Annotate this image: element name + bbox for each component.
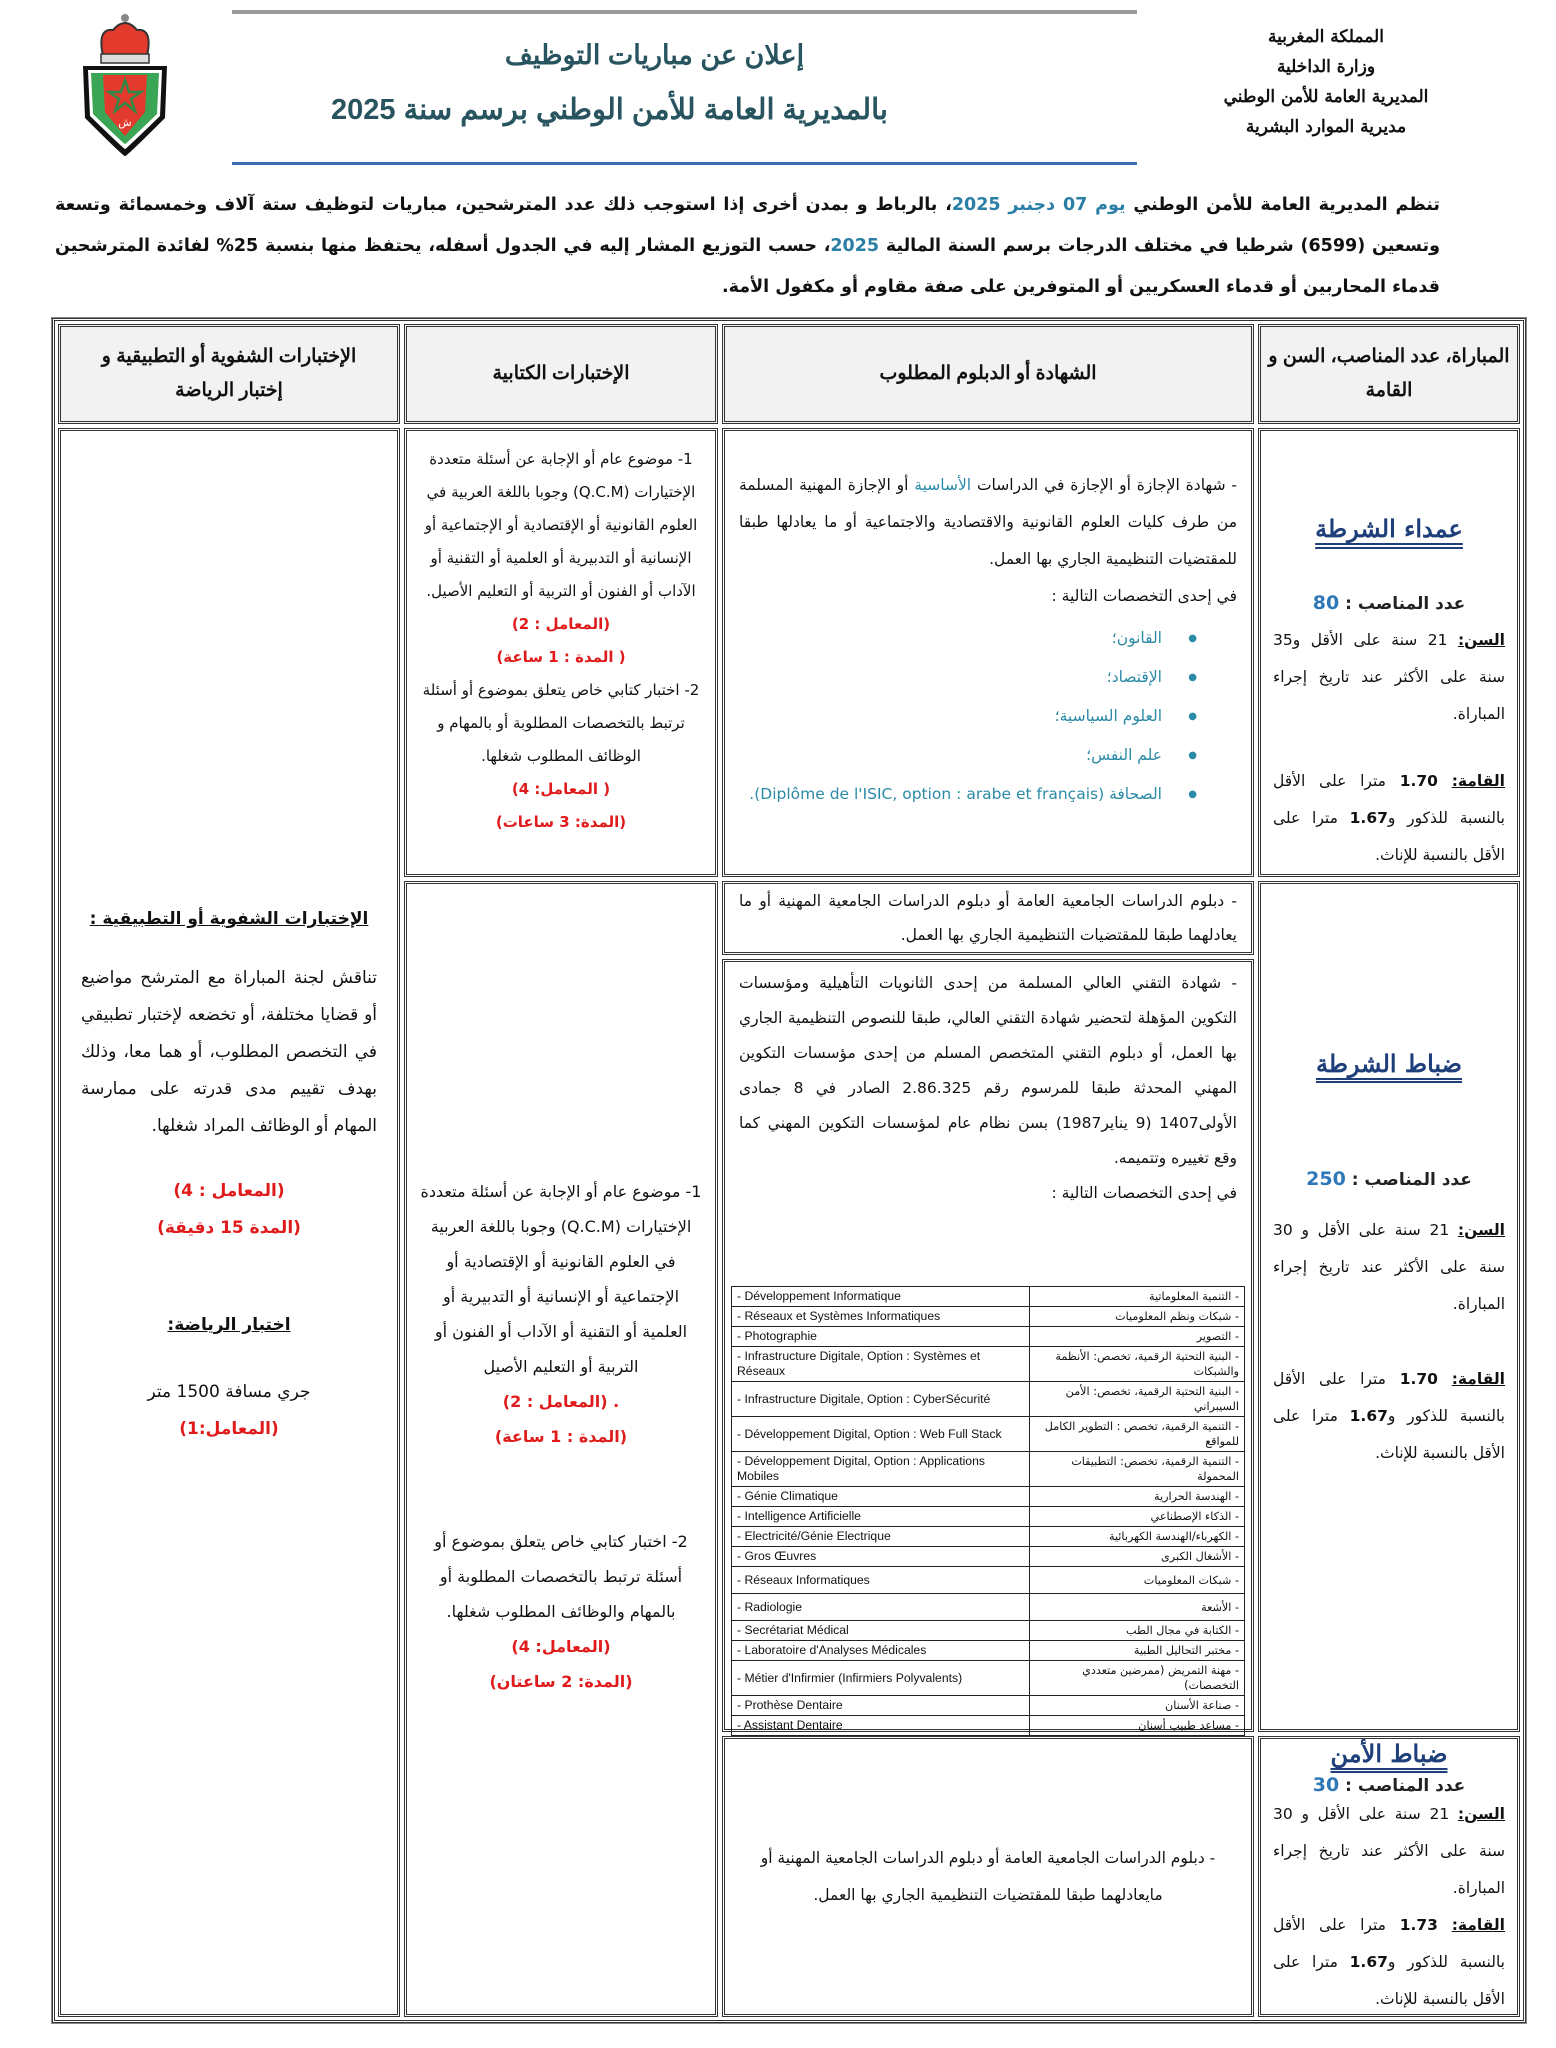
coefficient-2: (المعامل: 4)	[511, 1637, 611, 1656]
specialties-table	[731, 1286, 1245, 1756]
specialty-french: - Développement Digital, Option : Web Full Stack	[732, 1417, 1030, 1452]
diploma-post: أو الإجازة المهنية المسلمة من طرف كليات العلوم القانونية والاقتصادية والاجتماعية أو ما يعادلها طبقا للمقتضيات التنظيمية الجاري بها العمل.	[739, 476, 1237, 568]
header-rank	[1258, 324, 1520, 424]
specialty-row	[732, 1641, 1245, 1661]
diploma-cell-technician	[722, 959, 1254, 1732]
specialty-row	[732, 1716, 1245, 1736]
rank-title: ضباط الشرطة	[1315, 1049, 1463, 1078]
oral-cell	[58, 428, 400, 2017]
specialties-intro: في إحدى التخصصات التالية :	[1051, 587, 1237, 605]
specialty-arabic: - الأشغال الكبرى	[1030, 1547, 1245, 1567]
sport-text: جري مسافة 1500 متر	[147, 1382, 311, 1402]
org-hr: مديرية الموارد البشرية	[1245, 117, 1407, 137]
fiscal-year: 2025	[830, 236, 880, 256]
intro-text-1: تنظم المديرية العامة للأمن الوطني	[1125, 195, 1440, 215]
header-oral	[58, 324, 400, 424]
specialty-arabic: - الذكاء الإصطناعي	[1030, 1507, 1245, 1527]
specialty-french: - Génie Climatique	[732, 1487, 1030, 1507]
posts-label: عدد المناصب :	[1351, 1170, 1472, 1190]
specialty-row	[732, 1452, 1245, 1487]
specialty-arabic: - التنمية الرقمية، تخصص: التطبيقات المحمولة	[1030, 1452, 1245, 1487]
specialty-french: - Réseaux Informatiques	[732, 1567, 1030, 1594]
specialty-arabic: - مساعد طبيب أسنان	[1030, 1716, 1245, 1736]
specialty-row	[732, 1382, 1245, 1417]
written-cell-commissaires	[404, 428, 718, 877]
height-female: 1.67	[1349, 809, 1388, 827]
specialty-arabic: - مختبر التحاليل الطبية	[1030, 1641, 1245, 1661]
oral-duration: (المدة 15 دقيقة)	[157, 1218, 301, 1238]
specialty-french: - Laboratoire d'Analyses Médicales	[732, 1641, 1030, 1661]
specialty-french: - Electricité/Génie Electrique	[732, 1527, 1030, 1547]
age-text: 21 سنة على الأقل و35 سنة على الأكثر عند تاريخ إجراء المباراة.	[1273, 631, 1505, 723]
age-condition	[1273, 1212, 1505, 1323]
height-mid: مترا على الأقل بالنسبة للذكور و	[1273, 1370, 1505, 1425]
height-female: 1.67	[1349, 1953, 1388, 1971]
specialty-arabic: - الهندسة الحرارية	[1030, 1487, 1245, 1507]
specialty-arabic: - مهنة التمريض (ممرضين متعددي التخصصات)	[1030, 1661, 1245, 1696]
diploma-cell-commissaires	[722, 428, 1254, 877]
specialty-row	[732, 1547, 1245, 1567]
diploma-text: - شهادة التقني العالي المسلمة من إحدى الثانويات التأهيلية ومؤسسات التكوين المؤهلة لتحضير شهادة التقني العالي، طبقا للنصوص التنظيمية الجاري بها العمل، أو دبلوم التقني المتخصص المسلم من إحدى مؤسسات التكوين المهني المحدثة طبقا للمرسوم رقم 2.86.325 الصادر في 8 جمادى الأولى1407 (9 يناير1987) بسن نظام عام لمؤسسات التكوين المهني كما وقع تغييره وتتميمه.	[739, 974, 1237, 1167]
specialty-row	[732, 1287, 1245, 1307]
sport-title: اختبار الرياضة:	[167, 1315, 291, 1335]
posts-count	[1273, 1168, 1505, 1190]
rank-cell-officiers-paix	[1258, 1736, 1520, 2017]
header-rank-label: المباراة، عدد المناصب، السن و القامة	[1268, 346, 1510, 401]
height-mid: مترا على الأقل بالنسبة للذكور و	[1273, 1916, 1505, 1971]
specialty-row	[732, 1567, 1245, 1594]
specialty-arabic: - الأشعة	[1030, 1594, 1245, 1621]
posts-label: عدد المناصب :	[1345, 1776, 1466, 1796]
age-condition	[1273, 622, 1505, 733]
height-condition	[1273, 763, 1505, 874]
specialty-arabic: - شبكات ونظم المعلوميات	[1030, 1307, 1245, 1327]
specialty-french: - Radiologie	[732, 1594, 1030, 1621]
height-female: 1.67	[1349, 1407, 1388, 1425]
age-label: السن:	[1457, 1805, 1505, 1823]
height-male: 1.70	[1399, 1370, 1438, 1388]
specialty-arabic: - شبكات المعلوميات	[1030, 1567, 1245, 1594]
specialty-french: - Prothèse Dentaire	[732, 1696, 1030, 1716]
specialty-item: ● القانون؛	[739, 619, 1197, 658]
age-text: 21 سنة على الأقل و 30 سنة على الأكثر عند تاريخ إجراء المباراة.	[1273, 1221, 1505, 1313]
oral-coefficient: (المعامل : 4)	[173, 1181, 285, 1201]
intro-paragraph	[55, 185, 1440, 308]
posts-count	[1273, 592, 1505, 614]
specialty-arabic: - التصوير	[1030, 1327, 1245, 1347]
written-exam-1: 1- موضوع عام أو الإجابة عن أسئلة متعددة الإختيارات (Q.C.M) وجوبا باللغة العربية في العلوم القانونية أو الإقتصادية أو الإجتماعية أو الإنسانية أو التدبيرية أو العلمية أو التقنية أو الآداب أو الفنون أو التربية أو التعليم الأصيل	[420, 1182, 702, 1376]
specialties-list	[739, 619, 1237, 814]
org-directorate: المديرية العامة للأمن الوطني	[1223, 87, 1429, 107]
written-exam-1: 1- موضوع عام أو الإجابة عن أسئلة متعددة الإختيارات (Q.C.M) وجوبا باللغة العربية في العلوم القانونية أو الإقتصادية أو الإجتماعية أو الإنسانية أو التدبيرية أو العلمية أو التقنية أو الآداب أو الفنون أو التربية أو التعليم الأصيل.	[424, 450, 698, 600]
org-ministry: وزارة الداخلية	[1276, 57, 1376, 77]
specialty-row	[732, 1621, 1245, 1641]
posts-count	[1273, 1774, 1505, 1796]
header-written	[404, 324, 718, 424]
oral-text: تناقش لجنة المباراة مع المترشح مواضيع أو قضايا مختلفة، أو تخضعه لإختبار تطبيقي في التخصص المطلوب، أو هما معا، وذلك بهدف تقييم مدى قدرته على ممارسة المهام أو الوظائف المراد شغلها.	[81, 968, 377, 1136]
rank-cell-commissaires	[1258, 428, 1520, 877]
competition-table	[52, 318, 1526, 2023]
specialty-row	[732, 1347, 1245, 1382]
duration-2: (المدة: 3 ساعات)	[495, 813, 627, 831]
specialties-intro: في إحدى التخصصات التالية :	[1051, 1184, 1237, 1202]
specialty-french: - Intelligence Artificielle	[732, 1507, 1030, 1527]
exam-date: يوم 07 دجنبر 2025	[951, 195, 1126, 215]
age-condition	[1273, 1796, 1505, 1907]
header-diploma-label: الشهادة أو الدبلوم المطلوب	[879, 363, 1097, 384]
specialty-arabic: - الكهرباء/الهندسة الكهربائية	[1030, 1527, 1245, 1547]
document-header	[0, 0, 1556, 175]
specialty-row	[732, 1507, 1245, 1527]
height-condition	[1273, 1361, 1505, 1472]
sport-coefficient: (المعامل:1)	[179, 1419, 279, 1439]
specialty-french: - Photographie	[732, 1327, 1030, 1347]
title-bottom-rule	[232, 162, 1137, 165]
intro-text-3: ، حسب التوزيع المشار إليه في الجدول أسفله، يحتفظ منها بنسبة 25% لفائدة المترشحين قدماء المحاربين أو قدماء العسكريين أو المتوفرين على صفة مقاوم أو مكفول الأمة.	[55, 236, 1440, 297]
specialty-arabic: - الكتابة في مجال الطب	[1030, 1621, 1245, 1641]
specialty-row	[732, 1487, 1245, 1507]
specialty-item: ● الصحافة (Diplôme de l'ISIC, option : arabe et français).	[739, 775, 1197, 814]
height-male: 1.70	[1399, 772, 1438, 790]
intro-text-2: ، بالرباط و بمدن أخرى إذا استوجب ذلك عدد المترشحين، مباريات لتوظيف ستة آلاف وخمسمائة وتسعة وتسعين (6599) شرطيا في مختلف الدرجات برسم السنة المالية	[55, 195, 1440, 256]
coefficient-1: (المعامل : 2)	[511, 615, 611, 633]
height-mid: مترا على الأقل بالنسبة للذكور و	[1273, 772, 1505, 827]
specialty-row	[732, 1527, 1245, 1547]
diploma-cell-deug: - دبلوم الدراسات الجامعية العامة أو دبلوم الدراسات الجامعية المهنية أو ما يعادلهما طبقا للمقتضيات التنظيمية الجاري بها العمل.	[722, 881, 1254, 955]
specialty-arabic: - التنمية الرقمية، تخصص : التطوير الكامل للمواقع	[1030, 1417, 1245, 1452]
written-exam-2: 2- اختبار كتابي خاص يتعلق بموضوع أو أسئلة ترتبط بالتخصصات المطلوبة أو بالمهام والوظائف المطلوب شغلها.	[434, 1532, 688, 1621]
specialty-row	[732, 1661, 1245, 1696]
specialty-arabic: - التنمية المعلوماتية	[1030, 1287, 1245, 1307]
specialty-row	[732, 1594, 1245, 1621]
height-end: مترا على الأقل بالنسبة للإناث.	[1273, 1953, 1505, 2008]
specialty-french: - Métier d'Infirmier (Infirmiers Polyvalents)	[732, 1661, 1030, 1696]
specialty-row	[732, 1307, 1245, 1327]
specialty-arabic: - البنية التحتية الرقمية، تخصص: الأنظمة والشبكات	[1030, 1347, 1245, 1382]
age-text: 21 سنة على الأقل و 30 سنة على الأكثر عند تاريخ إجراء المباراة.	[1273, 1805, 1505, 1897]
organization-block	[1206, 22, 1446, 142]
org-kingdom: المملكة المغربية	[1268, 27, 1384, 47]
height-label: القامة:	[1451, 772, 1505, 790]
title-top-rule	[232, 10, 1137, 14]
specialty-french: - Secrétariat Médical	[732, 1621, 1030, 1641]
posts-label: عدد المناصب :	[1345, 594, 1466, 614]
dgsn-emblem-icon	[75, 8, 175, 158]
specialty-item: ● علم النفس؛	[739, 736, 1197, 775]
height-end: مترا على الأقل بالنسبة للإناث.	[1273, 809, 1505, 864]
specialty-french: - Développement Digital, Option : Applications Mobiles	[732, 1452, 1030, 1487]
written-cell-shared	[404, 881, 718, 2017]
announcement-title: إعلان عن مباريات التوظيف	[504, 40, 805, 70]
header-oral-label: الإختبارات الشفوية أو التطبيقية و إختبار الرياضة	[101, 346, 357, 401]
coefficient-1: . (المعامل : 2)	[502, 1392, 620, 1411]
specialty-french: - Réseaux et Systèmes Informatiques	[732, 1307, 1030, 1327]
specialty-row	[732, 1417, 1245, 1452]
announcement-subtitle: بالمديرية العامة للأمن الوطني برسم سنة 2025	[331, 94, 888, 126]
diploma-highlight: الأساسية	[914, 476, 972, 494]
specialty-row	[732, 1327, 1245, 1347]
age-label: السن:	[1457, 631, 1505, 649]
announcement-title-block	[232, 10, 1137, 165]
svg-text:ش: ش	[118, 116, 132, 129]
specialty-arabic: - صناعة الأسنان	[1030, 1696, 1245, 1716]
specialty-item: ● العلوم السياسية؛	[739, 697, 1197, 736]
specialty-item: ● الإقتصاد؛	[739, 658, 1197, 697]
posts-number: 250	[1306, 1168, 1346, 1190]
diploma-text: - دبلوم الدراسات الجامعية العامة أو دبلوم الدراسات الجامعية المهنية أو مايعادلهما طبقا للمقتضيات التنظيمية الجاري بها العمل.	[760, 1848, 1216, 1904]
specialty-french: - Développement Informatique	[732, 1287, 1030, 1307]
height-condition	[1273, 1907, 1505, 2018]
oral-title: الإختبارات الشفوية أو التطبيقية :	[89, 909, 369, 929]
specialty-arabic: - البنية التحتية الرقمية، تخصص: الأمن السيبراني	[1030, 1382, 1245, 1417]
written-exam-2: 2- اختبار كتابي خاص يتعلق بموضوع أو أسئلة ترتبط بالتخصصات المطلوبة أو بالمهام و الوظائف المطلوب شغلها.	[422, 681, 700, 765]
header-written-label: الإختبارات الكتابية	[492, 363, 630, 384]
duration-2: (المدة: 2 ساعتان)	[489, 1672, 633, 1691]
specialty-french: - Assistant Dentaire	[732, 1716, 1030, 1736]
age-label: السن:	[1457, 1221, 1505, 1239]
height-label: القامة:	[1451, 1916, 1505, 1934]
diploma-text	[739, 467, 1237, 578]
duration-1: (المدة : 1 ساعة)	[494, 1427, 628, 1446]
oral-section	[61, 431, 397, 1448]
specialty-row	[732, 1696, 1245, 1716]
posts-number: 80	[1312, 592, 1340, 614]
specialty-french: - Infrastructure Digitale, Option : Systèmes et Réseaux	[732, 1347, 1030, 1382]
specialty-french: - Infrastructure Digitale, Option : CyberSécurité	[732, 1382, 1030, 1417]
height-label: القامة:	[1451, 1370, 1505, 1388]
header-diploma	[722, 324, 1254, 424]
rank-title: ضباط الأمن	[1330, 1739, 1448, 1768]
height-male: 1.73	[1399, 1916, 1438, 1934]
duration-1: ( المدة : 1 ساعة)	[496, 648, 626, 666]
coefficient-2: ( المعامل: 4)	[511, 780, 611, 798]
posts-number: 30	[1312, 1774, 1340, 1796]
rank-cell-officiers-police	[1258, 881, 1520, 1732]
diploma-cell-officiers-paix	[722, 1736, 1254, 2017]
height-end: مترا على الأقل بالنسبة للإناث.	[1273, 1407, 1505, 1462]
specialty-french: - Gros Œuvres	[732, 1547, 1030, 1567]
rank-title: عمداء الشرطة	[1315, 514, 1463, 544]
diploma-pre: - شهادة الإجازة أو الإجازة في الدراسات	[971, 476, 1238, 494]
